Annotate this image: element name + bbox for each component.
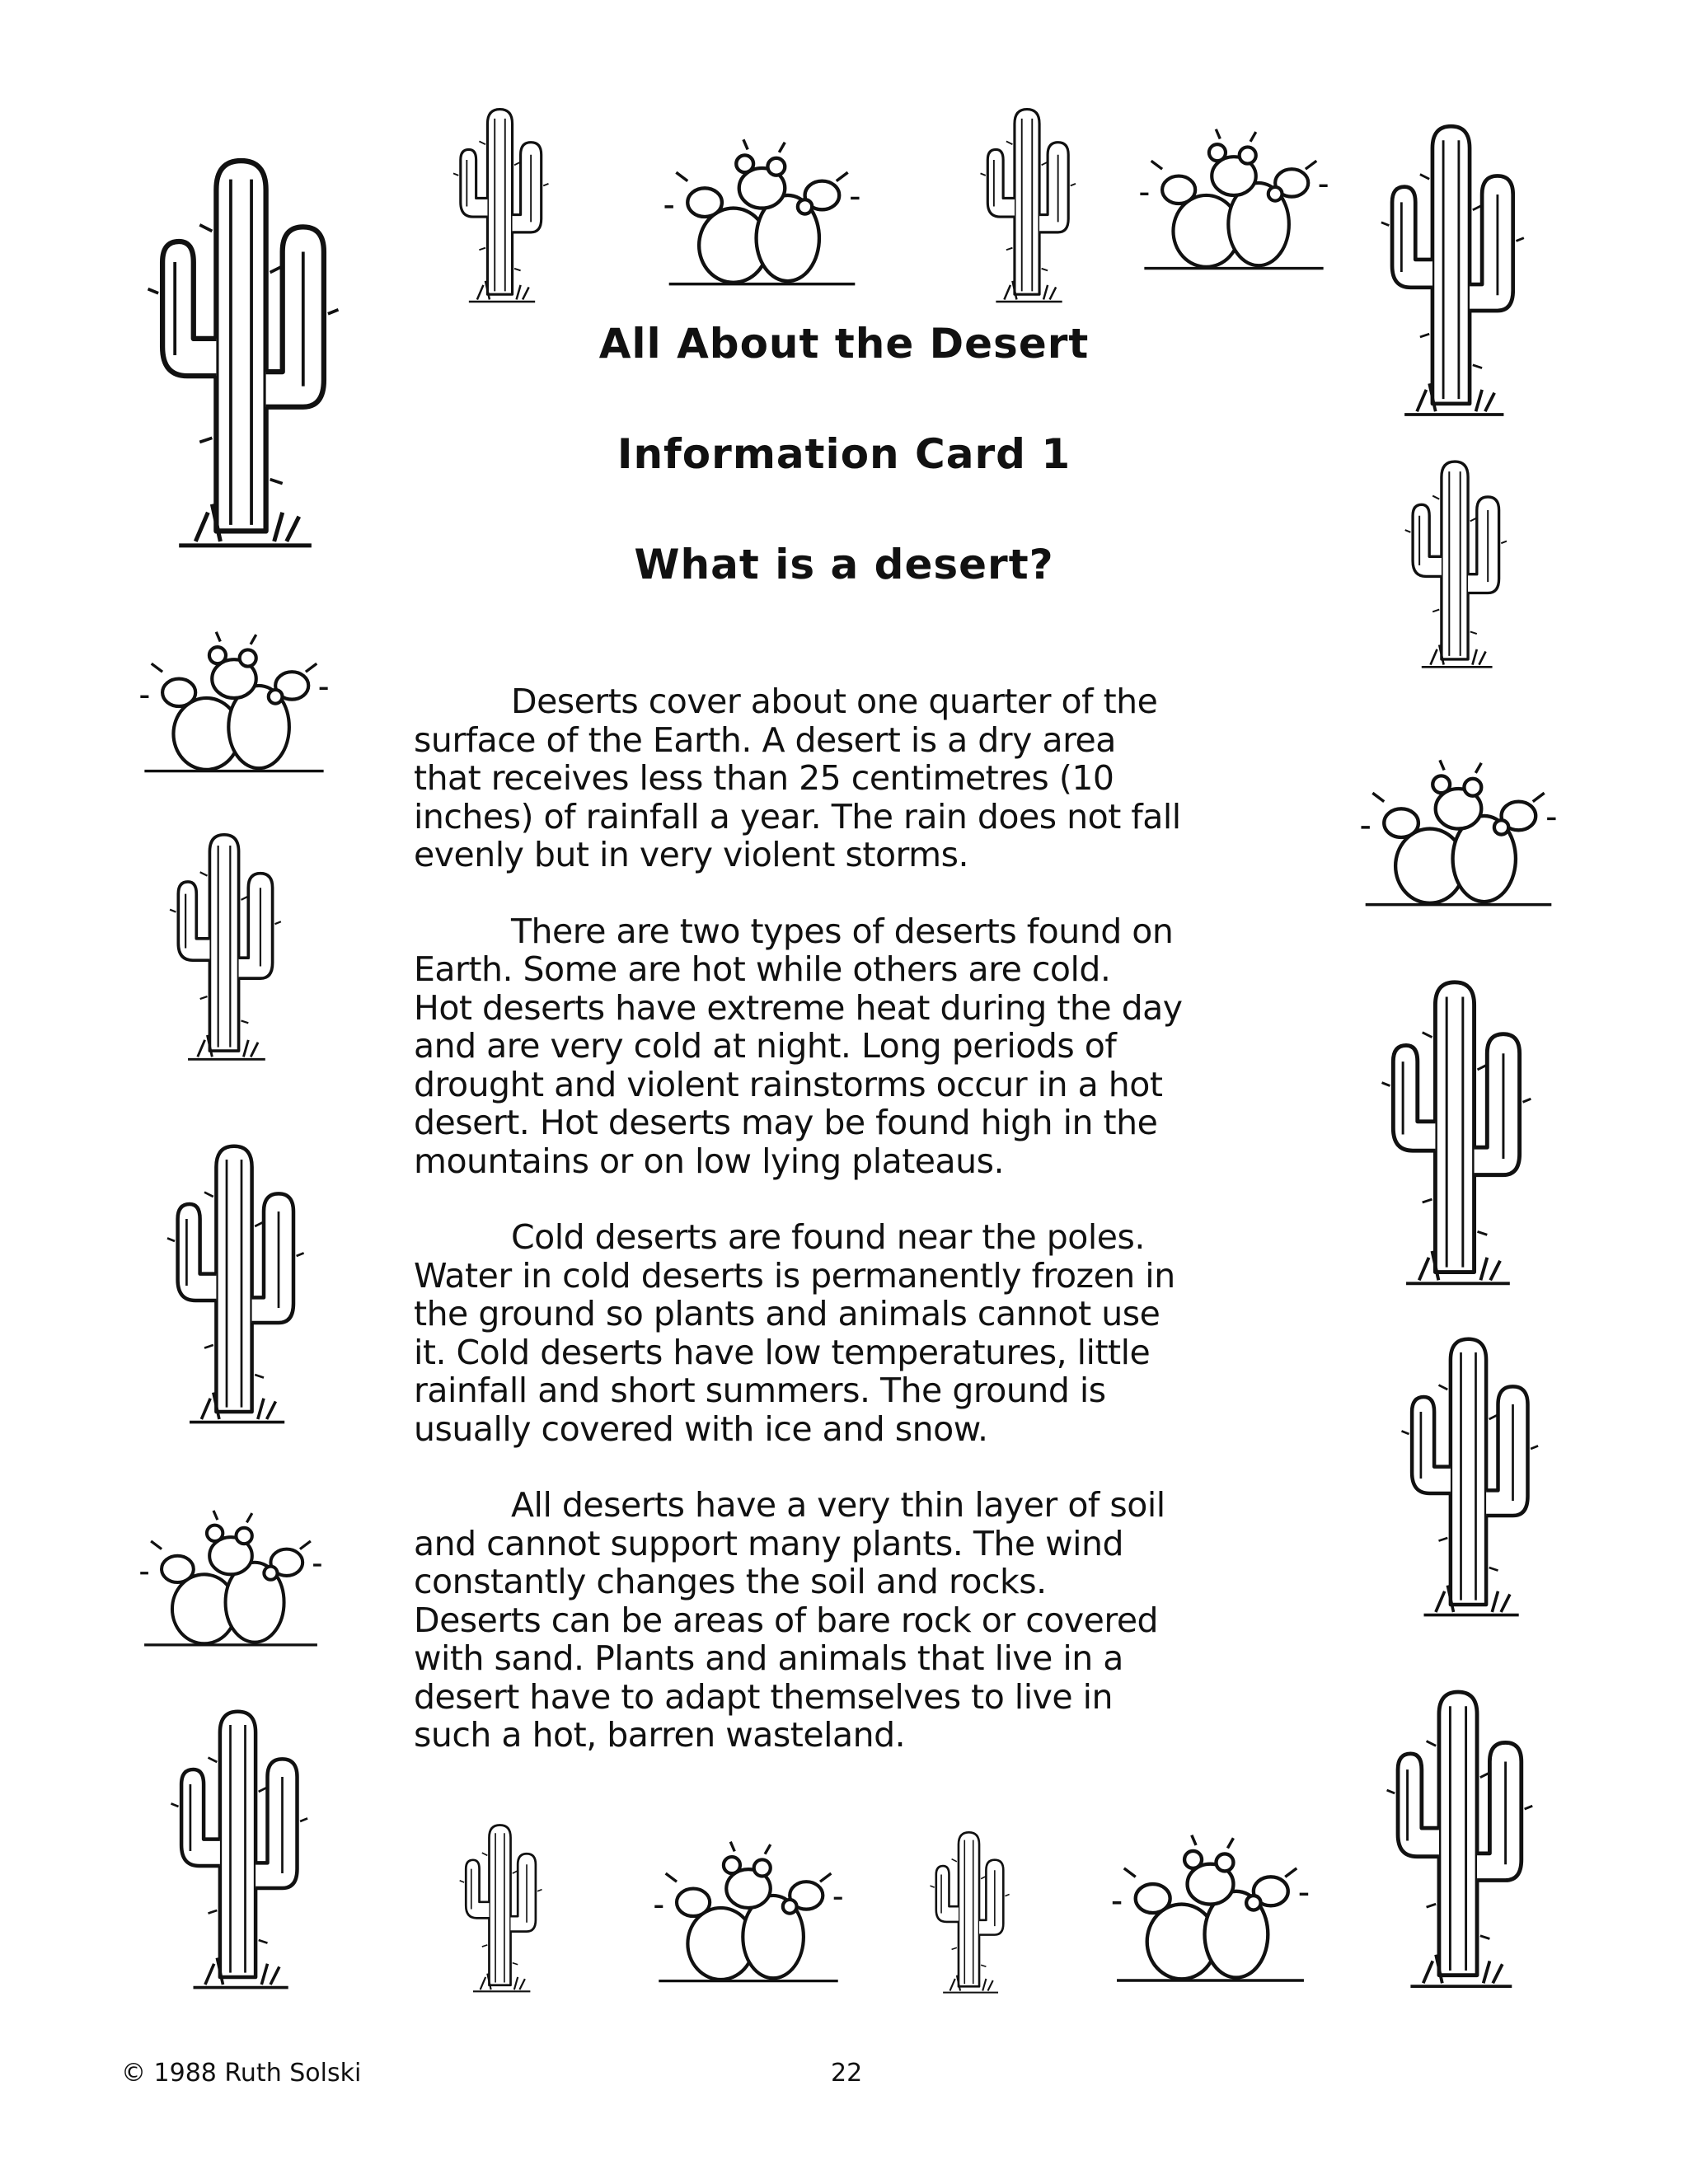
page-title: All About the Desert: [598, 320, 1090, 368]
prickly-pear-cactus-icon: [1137, 110, 1330, 297]
saguaro-cactus-icon: [158, 1137, 310, 1434]
paragraph-line: inches) of rainfall a year. The rain does not fall: [414, 796, 1181, 837]
saguaro-cactus-icon: [393, 1820, 607, 1999]
paragraph-line: mountains or on low lying plateaus.: [414, 1141, 1005, 1181]
copyright-notice: © 1988 Ruth Solski: [121, 2059, 362, 2088]
paragraph-line: with sand. Plants and animals that live in a: [414, 1638, 1123, 1678]
prickly-pear-cactus-icon: [1358, 758, 1559, 916]
paragraph: [414, 1218, 1304, 1448]
paragraph-line: the ground so plants and animals cannot use: [414, 1294, 1160, 1333]
paragraph-line: that receives less than 25 centimetres (10: [414, 758, 1114, 798]
paragraph-line: Cold deserts are found near the poles.: [511, 1217, 1145, 1257]
saguaro-cactus-icon: [400, 103, 600, 310]
saguaro-cactus-icon: [110, 827, 338, 1069]
paragraph-line: and are very cold at night. Long periods of: [414, 1026, 1117, 1066]
section-question: What is a desert?: [634, 541, 1054, 588]
paragraph-line: Water in cold deserts is permanently frozen in: [414, 1255, 1175, 1296]
paragraph: [414, 682, 1304, 874]
paragraph-line: surface of the Earth. A desert is a dry area: [414, 719, 1116, 760]
paragraph-line: and cannot support many plants. The wind: [414, 1523, 1124, 1563]
paragraph-line: desert have to adapt themselves to live in: [414, 1676, 1113, 1717]
saguaro-cactus-icon: [152, 1703, 324, 1999]
prickly-pear-cactus-icon: [138, 1503, 324, 1661]
paragraph-line: Hot deserts have extreme heat during the day: [414, 987, 1183, 1028]
paragraph: [414, 912, 1304, 1181]
prickly-pear-cactus-icon: [635, 1840, 862, 1992]
prickly-pear-cactus-icon: [662, 138, 862, 296]
paragraph-line: There are two types of deserts found on: [511, 911, 1174, 951]
saguaro-cactus-icon: [883, 1827, 1055, 1999]
paragraph-line: such a hot, barren wasteland.: [414, 1715, 906, 1755]
saguaro-cactus-icon: [965, 103, 1089, 310]
page-number: 22: [831, 2059, 863, 2088]
paragraph-line: usually covered with ice and snow.: [414, 1408, 988, 1449]
prickly-pear-cactus-icon: [1090, 1834, 1331, 1992]
paragraph-line: Deserts cover about one quarter of the: [511, 682, 1158, 721]
body-text: [414, 682, 1304, 1793]
paragraph-line: rainfall and short summers. The ground is: [414, 1371, 1106, 1410]
saguaro-cactus-icon: [1365, 117, 1537, 427]
paragraph-line: evenly but in very violent storms.: [414, 835, 968, 874]
saguaro-cactus-icon: [1365, 1330, 1572, 1627]
paragraph: [414, 1486, 1304, 1755]
saguaro-cactus-icon: [1379, 1682, 1537, 1999]
card-subtitle: Information Card 1: [617, 430, 1071, 478]
paragraph-line: drought and violent rainstorms occur in a hot: [414, 1064, 1163, 1104]
paragraph-line: it. Cold deserts have low temperatures, little: [414, 1332, 1151, 1372]
paragraph-line: All deserts have a very thin layer of soil: [511, 1485, 1165, 1525]
paragraph-line: Deserts can be areas of bare rock or covered: [414, 1600, 1159, 1640]
saguaro-cactus-icon: [1372, 972, 1537, 1296]
paragraph-line: desert. Hot deserts may be found high in the: [414, 1103, 1158, 1142]
prickly-pear-cactus-icon: [138, 627, 331, 785]
paragraph-line: constantly changes the soil and rocks.: [414, 1562, 1047, 1601]
paragraph-line: Earth. Some are hot while others are cold.: [414, 949, 1111, 989]
